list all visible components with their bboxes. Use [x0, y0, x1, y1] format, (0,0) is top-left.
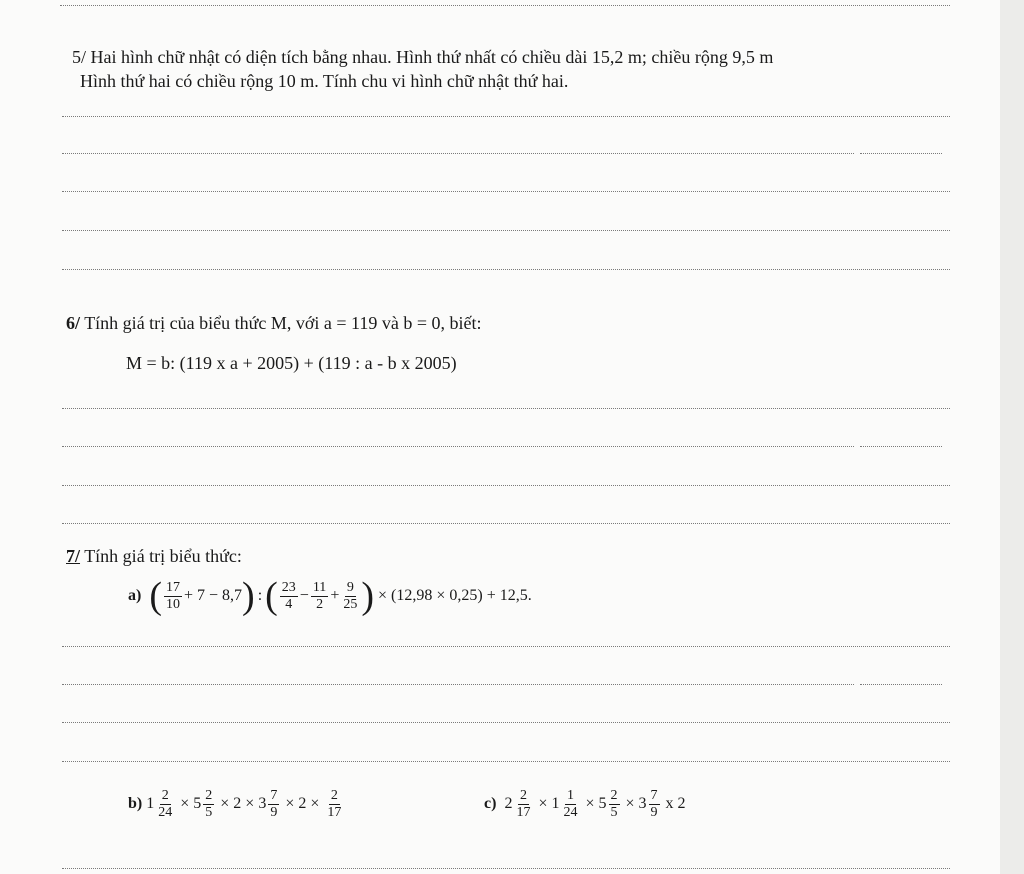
operator: × 2 ×: [285, 795, 320, 812]
answer-line: [62, 761, 950, 762]
q7c-expression: [484, 782, 686, 826]
mixed-number: 3 $\frac{7}{9}$: [638, 787, 658, 820]
answer-line: [62, 269, 950, 270]
page-edge: [1000, 0, 1024, 874]
mixed-number: 3 $\frac{7}{9}$: [258, 787, 278, 820]
q7a-label: a): [128, 587, 142, 604]
mixed-number: 1 $\frac{1}{24}$: [551, 787, 578, 820]
operator: −: [299, 587, 309, 604]
fraction: $\frac{23}{4}$: [281, 579, 296, 612]
operator: x 2: [665, 795, 686, 812]
mixed-number: 2 $\frac{2}{17}$: [504, 787, 531, 820]
answer-line: [860, 684, 942, 685]
q7b-label: b): [128, 795, 143, 812]
top-rule: [60, 5, 950, 6]
operator: +: [330, 587, 340, 604]
q6-expression: M = b: (119 x a + 2005) + (119 : a - b x 2005): [126, 353, 457, 373]
q7c-label: c): [484, 795, 497, 812]
answer-line: [62, 191, 950, 192]
right-paren: ): [242, 575, 255, 617]
mixed-number: 1 $\frac{2}{24}$: [146, 787, 173, 820]
answer-line: [62, 523, 950, 524]
operator: ×: [180, 795, 190, 812]
answer-line: [62, 116, 950, 117]
answer-line: [62, 485, 950, 486]
q6-prompt: [66, 312, 482, 334]
left-paren: (: [149, 575, 162, 617]
right-paren: ): [361, 575, 374, 617]
q5-line2: Hình thứ hai có chiều rộng 10 m. Tính chu vi hình chữ nhật thứ hai.: [80, 71, 569, 91]
answer-line: [62, 153, 854, 154]
operator: × 2 ×: [220, 795, 255, 812]
mixed-number: 5 $\frac{2}{5}$: [193, 787, 213, 820]
operator: ×: [538, 795, 548, 812]
q7a-expression: [128, 570, 532, 622]
answer-line: [62, 684, 854, 685]
q7-prompt: [66, 545, 242, 567]
fraction: $\frac{17}{10}$: [165, 579, 180, 612]
q7-number: 7/: [66, 546, 81, 566]
answer-line: [62, 408, 950, 409]
fraction: $\frac{11}{2}$: [312, 579, 327, 612]
fraction: $\frac{2}{17}$: [327, 787, 342, 820]
operator: ×: [585, 795, 595, 812]
answer-line: [62, 230, 950, 231]
q6-number: 6/: [66, 313, 81, 333]
mixed-number: 5 $\frac{2}{5}$: [598, 787, 618, 820]
answer-line: [860, 153, 942, 154]
q5-line1: 5/ Hai hình chữ nhật có diện tích bằng nhau. Hình thứ nhất có chiều dài 15,2 m; chiều rộng 9,5 m: [72, 47, 774, 67]
bottom-rule: [62, 868, 950, 869]
left-paren: (: [265, 575, 278, 617]
q7b-expression: [128, 782, 345, 826]
q6-text: Tính giá trị của biểu thức M, với a = 119 và b = 0, biết:: [80, 313, 482, 333]
operator: + 7 − 8,7: [183, 587, 243, 604]
answer-line: [62, 646, 950, 647]
operator: × (12,98 × 0,25) + 12,5.: [378, 587, 532, 604]
operator: ×: [625, 795, 635, 812]
q7-text: Tính giá trị biểu thức:: [80, 546, 242, 566]
fraction: $\frac{9}{25}$: [343, 579, 358, 612]
answer-line: [62, 722, 950, 723]
answer-line: [860, 446, 942, 447]
answer-line: [62, 446, 854, 447]
operator: :: [257, 587, 263, 604]
